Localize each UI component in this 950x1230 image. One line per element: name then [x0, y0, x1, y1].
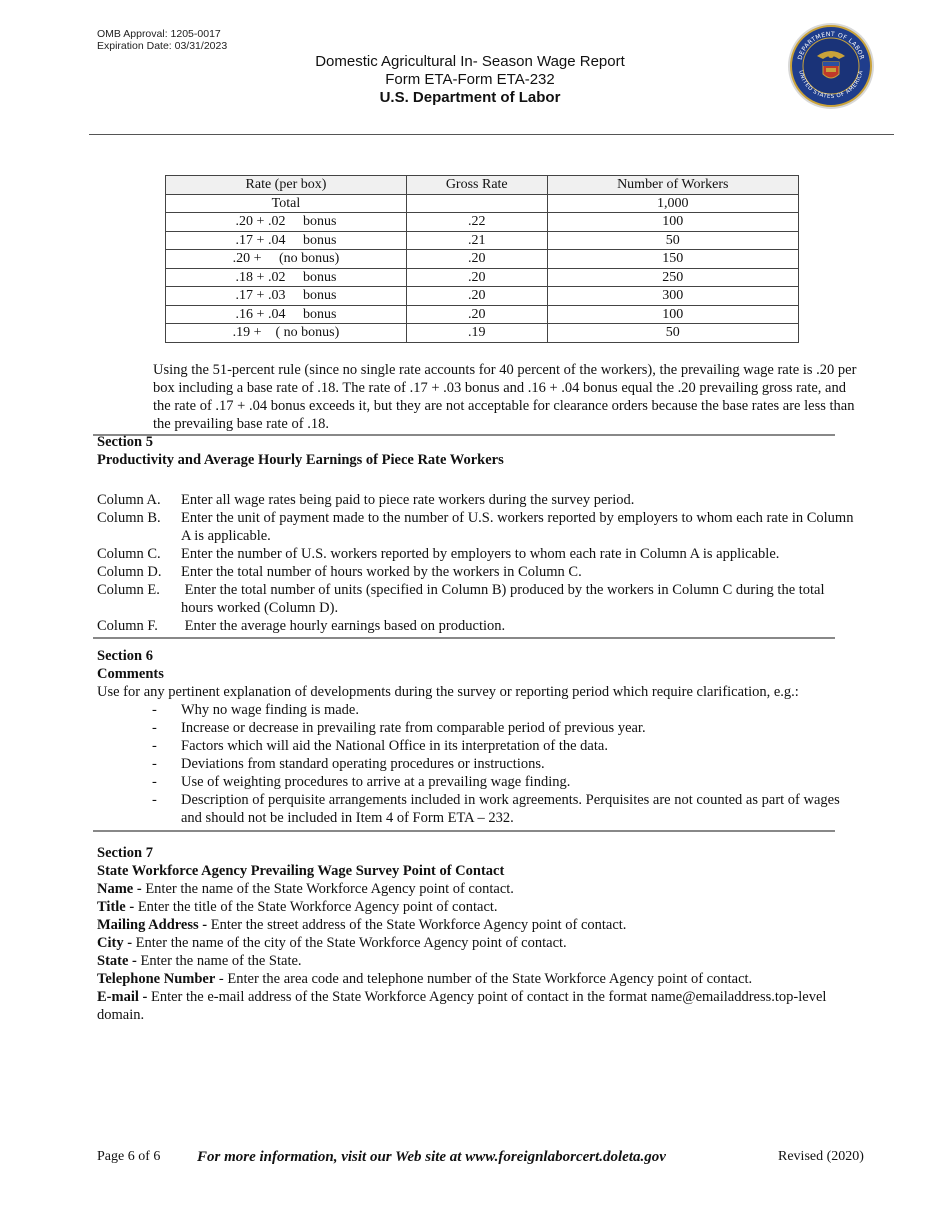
- rate-cell: .20 + (no bonus): [166, 250, 407, 269]
- table-row: [166, 213, 799, 232]
- rate-cell: .18 + .02 bonus: [166, 268, 407, 287]
- header-divider: [89, 134, 894, 135]
- section-5: [97, 433, 857, 635]
- section-divider: [93, 830, 835, 832]
- column-label: Column B.: [97, 510, 161, 526]
- list-item: [97, 545, 857, 563]
- field-term: Mailing Address -: [97, 917, 208, 933]
- comment-item: Deviations from standard operating procedures or instructions.: [181, 756, 545, 772]
- footer-website-info: For more information, visit our Web site at www.foreignlaborcert.doleta.gov: [197, 1149, 666, 1165]
- workers-cell: 150: [547, 250, 798, 269]
- workers-cell: 300: [547, 287, 798, 306]
- contact-field: [97, 970, 857, 988]
- table-row: [166, 231, 799, 250]
- revision-date: Revised (2020): [778, 1149, 864, 1164]
- gross-rate-cell: .21: [406, 231, 547, 250]
- form-title: [240, 53, 700, 107]
- rate-cell: .20 + .02 bonus: [166, 213, 407, 232]
- dol-seal-icon: [787, 22, 875, 110]
- header-number-of-workers: Number of Workers: [547, 176, 798, 195]
- list-item: - Increase or decrease in prevailing rate from comparable period of previous year.: [97, 719, 867, 737]
- gross-rate-cell: .20: [406, 287, 547, 306]
- workers-cell: 50: [547, 231, 798, 250]
- comment-item: Increase or decrease in prevailing rate from comparable period of previous year.: [181, 720, 646, 736]
- section-7: [97, 844, 857, 1024]
- column-label: Column E.: [97, 582, 160, 598]
- list-item: - Deviations from standard operating procedures or instructions.: [97, 755, 867, 773]
- omb-approval: OMB Approval: 1205-0017: [97, 28, 221, 40]
- seal-text-bottom: UNITED STATES OF AMERICA: [797, 69, 865, 101]
- column-text: Enter the total number of hours worked by the workers in Column C.: [181, 564, 582, 580]
- workers-cell: 250: [547, 268, 798, 287]
- section-divider: [93, 637, 835, 639]
- rate-cell: .16 + .04 bonus: [166, 305, 407, 324]
- column-label: Column A.: [97, 492, 161, 508]
- table-row: [166, 324, 799, 343]
- section-7-title: State Workforce Agency Prevailing Wage Survey Point of Contact: [97, 863, 505, 879]
- title-line-3: U.S. Department of Labor: [379, 89, 561, 106]
- list-item: [97, 491, 857, 509]
- comment-item: Description of perquisite arrangements included in work agreements. Perquisites are not counted as part of wages and should not be included in Item 4 of Form ETA – 232.: [181, 792, 840, 826]
- header-rate: Rate (per box): [166, 176, 407, 195]
- title-line-1: Domestic Agricultural In- Season Wage Report: [315, 53, 625, 70]
- comment-item: Why no wage finding is made.: [181, 702, 359, 718]
- workers-cell: 100: [547, 305, 798, 324]
- list-item: [97, 509, 857, 545]
- list-item: - Use of weighting procedures to arrive at a prevailing wage finding.: [97, 773, 867, 791]
- comment-item: Factors which will aid the National Office in its interpretation of the data.: [181, 738, 608, 754]
- list-item: [97, 617, 857, 635]
- gross-rate-cell: .22: [406, 213, 547, 232]
- contact-field: [97, 952, 857, 970]
- omb-info: [97, 28, 227, 52]
- list-item: - Description of perquisite arrangements included in work agreements. Perquisites are not counted as part of wages and should not be included in Item 4 of Form ETA – 232.: [97, 791, 867, 827]
- table-row: [166, 194, 799, 213]
- gross-rate-cell: .20: [406, 305, 547, 324]
- section-6-title: Comments: [97, 666, 164, 682]
- list-item: - Why no wage finding is made.: [97, 701, 867, 719]
- gross-rate-cell: .20: [406, 250, 547, 269]
- column-text: Enter the total number of units (specified in Column B) produced by the workers in Column C during the total hours worked (Column D).: [181, 582, 829, 616]
- section-5-label: Section 5: [97, 434, 153, 450]
- column-text: Enter the unit of payment made to the number of U.S. workers reported by employers to whom each rate in Column A is applicable.: [181, 510, 854, 544]
- section-5-title: Productivity and Average Hourly Earnings of Piece Rate Workers: [97, 452, 504, 468]
- workers-cell: 1,000: [547, 194, 798, 213]
- field-desc: Enter the title of the State Workforce Agency point of contact.: [134, 899, 498, 915]
- rate-cell: .17 + .03 bonus: [166, 287, 407, 306]
- contact-field: [97, 880, 857, 898]
- column-label: Column C.: [97, 546, 161, 562]
- workers-cell: 100: [547, 213, 798, 232]
- field-term: City -: [97, 935, 133, 951]
- rate-cell: .17 + .04 bonus: [166, 231, 407, 250]
- contact-field: [97, 934, 857, 952]
- field-term: Name -: [97, 881, 142, 897]
- expiration-date: Expiration Date: 03/31/2023: [97, 40, 228, 52]
- field-desc: Enter the name of the State Workforce Agency point of contact.: [141, 881, 514, 897]
- table-row: [166, 305, 799, 324]
- rule-explanation: Using the 51-percent rule (since no single rate accounts for 40 percent of the workers), the prevailing wage rate is .20 per box including a base rate of .18. The rate of .17 + .03 bonus and .16 + .04 bonus equal the .20 prevailing gross rate, and the rate of .17 + .04 bonus exceeds it, but they are not acceptable for clearance orders because the base rates are less than the prevailing base rate of .18.: [153, 362, 857, 432]
- seal-text-top: DEPARTMENT OF LABOR: [796, 30, 866, 61]
- page-number: Page 6 of 6: [97, 1149, 161, 1164]
- page-footer: [0, 1149, 950, 1169]
- section-6-label: Section 6: [97, 648, 153, 664]
- list-item: - Factors which will aid the National Office in its interpretation of the data.: [97, 737, 867, 755]
- field-term: Telephone Number: [97, 971, 216, 987]
- column-label: Column F.: [97, 618, 158, 634]
- column-text: Enter the number of U.S. workers reported by employers to whom each rate in Column A is applicable.: [181, 546, 780, 562]
- contact-field: [97, 916, 857, 934]
- table-row: [166, 250, 799, 269]
- rate-cell: Total: [166, 194, 407, 213]
- list-item: [97, 563, 857, 581]
- title-line-2: Form ETA-Form ETA-232: [385, 71, 555, 88]
- list-item: [97, 581, 857, 617]
- table-row: [166, 268, 799, 287]
- column-text: Enter the average hourly earnings based on production.: [181, 618, 506, 634]
- field-desc: Enter the street address of the State Workforce Agency point of contact.: [207, 917, 627, 933]
- field-desc: Enter the name of the State.: [136, 953, 302, 969]
- field-term: Title -: [97, 899, 135, 915]
- field-desc: Enter the e-mail address of the State Workforce Agency point of contact in the format name@emailaddress.top-level domain.: [97, 989, 827, 1023]
- section-7-label: Section 7: [97, 845, 153, 861]
- workers-cell: 50: [547, 324, 798, 343]
- gross-rate-cell: .19: [406, 324, 547, 343]
- section-6-intro: Use for any pertinent explanation of developments during the survey or reporting period which require clarification, e.g.:: [97, 684, 799, 700]
- table-header-row: [166, 176, 799, 195]
- rate-cell: .19 + ( no bonus): [166, 324, 407, 343]
- comment-item: Use of weighting procedures to arrive at a prevailing wage finding.: [181, 774, 571, 790]
- gross-rate-cell: .20: [406, 268, 547, 287]
- field-term: E-mail -: [97, 989, 148, 1005]
- rate-table: [165, 175, 799, 343]
- field-desc: Enter the name of the city of the State Workforce Agency point of contact.: [132, 935, 567, 951]
- field-desc: - Enter the area code and telephone number of the State Workforce Agency point of contact.: [215, 971, 753, 987]
- table-row: [166, 287, 799, 306]
- column-label: Column D.: [97, 564, 162, 580]
- contact-field: [97, 988, 857, 1024]
- column-text: Enter all wage rates being paid to piece rate workers during the survey period.: [181, 492, 635, 508]
- field-term: State -: [97, 953, 137, 969]
- header-gross-rate: Gross Rate: [406, 176, 547, 195]
- section-6: [97, 647, 867, 827]
- contact-field: [97, 898, 857, 916]
- gross-rate-cell: [406, 194, 547, 213]
